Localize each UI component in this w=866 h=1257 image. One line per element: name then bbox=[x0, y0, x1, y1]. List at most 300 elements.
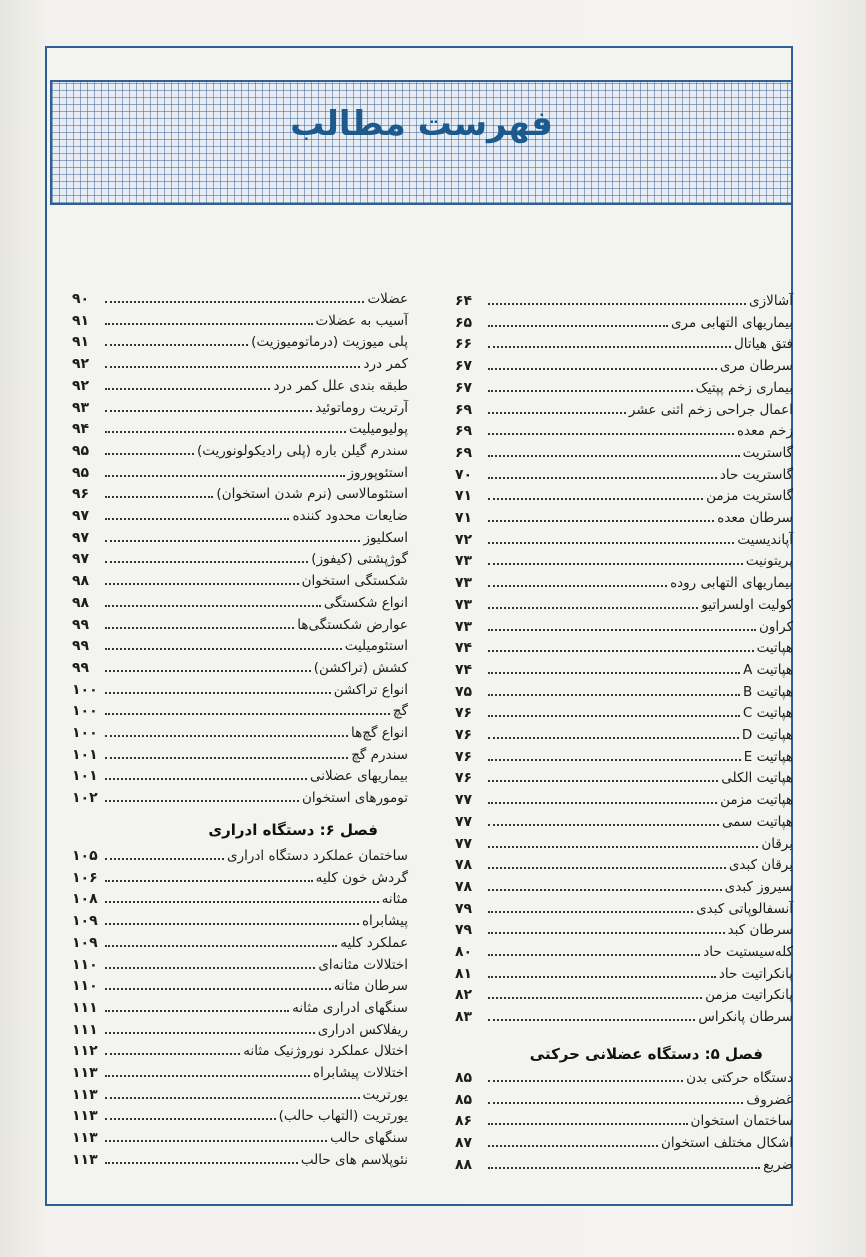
dot-leader bbox=[488, 877, 722, 891]
toc-entry-title: انواع تراکشن bbox=[333, 681, 408, 698]
toc-entry-page: ۸۳ bbox=[455, 1009, 473, 1026]
toc-entry-page: ۱۱۱ bbox=[72, 1021, 98, 1038]
toc-entry bbox=[72, 1040, 408, 1062]
toc-entry-title: سرطان مری bbox=[719, 358, 793, 375]
toc-entry-title: یورتریت bbox=[362, 1086, 408, 1103]
toc-entry bbox=[72, 570, 408, 592]
dot-leader bbox=[488, 682, 740, 696]
dot-leader bbox=[488, 1007, 695, 1021]
toc-entry bbox=[72, 910, 408, 932]
toc-entry bbox=[72, 997, 408, 1019]
toc-entry-page: ۹۵ bbox=[72, 442, 90, 459]
toc-entry-title: سندرم گیلن باره (پلی رادیکولونوریت) bbox=[196, 442, 408, 459]
toc-entry-page: ۹۶ bbox=[72, 486, 90, 503]
toc-entry bbox=[455, 746, 793, 768]
toc-entry bbox=[455, 1006, 793, 1028]
toc-entry bbox=[455, 312, 793, 334]
toc-entry-page: ۸۸ bbox=[455, 1156, 473, 1173]
dot-leader bbox=[488, 920, 725, 934]
toc-entry-page: ۷۷ bbox=[455, 835, 473, 852]
toc-entry-page: ۶۹ bbox=[455, 401, 473, 418]
toc-entry-title: پانکراتیت مزمن bbox=[705, 987, 793, 1004]
dot-leader bbox=[488, 1155, 760, 1169]
toc-entry-page: ۱۰۹ bbox=[72, 913, 98, 930]
toc-entry-title: بیماریهای التهابی مری bbox=[670, 314, 793, 331]
toc-entry bbox=[455, 529, 793, 551]
toc-entry-title: دستگاه حرکتی بدن bbox=[686, 1070, 793, 1086]
toc-entry-title: هپاتیت B bbox=[743, 683, 793, 700]
dot-leader bbox=[105, 933, 337, 947]
toc-entry bbox=[72, 888, 408, 910]
toc-entry-page: ۱۱۳ bbox=[72, 1065, 98, 1081]
toc-entry-page: ۱۱۱ bbox=[72, 999, 98, 1016]
dot-leader bbox=[488, 899, 693, 913]
toc-entry-title: استئومیلیت bbox=[344, 638, 408, 655]
dot-leader bbox=[488, 703, 740, 717]
toc-entry bbox=[455, 919, 793, 941]
dot-leader bbox=[105, 976, 331, 990]
dot-leader bbox=[488, 1090, 743, 1104]
toc-entry bbox=[455, 1110, 793, 1132]
toc-entry-title: شکستگی استخوان bbox=[301, 573, 408, 590]
toc-entry-title: کراون bbox=[758, 618, 793, 635]
dot-leader bbox=[488, 486, 703, 500]
toc-entry-page: ۹۴ bbox=[72, 421, 90, 438]
toc-entry-title: سرطان کبد bbox=[727, 922, 793, 939]
toc-entry-page: ۷۶ bbox=[455, 727, 473, 743]
toc-entry-page: ۷۹ bbox=[455, 900, 473, 917]
toc-entry bbox=[455, 659, 793, 681]
dot-leader bbox=[488, 812, 719, 826]
toc-entry-page: ۱۱۳ bbox=[72, 1108, 98, 1125]
toc-entry bbox=[72, 592, 408, 614]
toc-entry-title: آشالازی bbox=[749, 293, 793, 309]
toc-entry-title: گاستریت bbox=[742, 444, 793, 461]
toc-entry-page: ۹۹ bbox=[72, 638, 90, 655]
dot-leader bbox=[105, 955, 315, 969]
dot-leader bbox=[488, 1111, 688, 1125]
toc-entry bbox=[72, 787, 408, 809]
toc-entry-page: ۶۶ bbox=[455, 336, 473, 353]
dot-leader bbox=[105, 680, 331, 694]
toc-entry-page: ۹۸ bbox=[72, 594, 90, 611]
dot-leader bbox=[488, 942, 700, 956]
toc-entry-page: ۷۱ bbox=[455, 488, 473, 505]
toc-entry-title: هپاتیت سمی bbox=[721, 813, 793, 830]
toc-entry-page: ۷۷ bbox=[455, 792, 473, 809]
toc-entry bbox=[72, 1127, 408, 1149]
toc-entry-title: هپاتیت E bbox=[743, 748, 793, 765]
toc-entry-title: غضروف bbox=[746, 1091, 793, 1108]
toc-entry bbox=[72, 954, 408, 976]
dot-leader bbox=[488, 595, 698, 609]
toc-entry-page: ۹۱ bbox=[72, 334, 90, 351]
toc-entry-title: هپاتیت bbox=[756, 640, 793, 657]
dot-leader bbox=[105, 911, 359, 925]
toc-entry-page: ۶۷ bbox=[455, 379, 473, 396]
toc-entry-page: ۱۰۰ bbox=[72, 703, 98, 720]
toc-entry-page: ۸۵ bbox=[455, 1070, 473, 1086]
toc-entry bbox=[72, 375, 408, 397]
toc-entry bbox=[72, 310, 408, 332]
toc-entry-page: ۷۱ bbox=[455, 510, 473, 526]
dot-leader bbox=[105, 571, 299, 585]
dot-leader bbox=[488, 638, 754, 652]
title-banner bbox=[50, 80, 793, 205]
toc-entry-page: ۷۳ bbox=[455, 618, 473, 635]
dot-leader bbox=[105, 1128, 327, 1142]
toc-entry-title: سنگهای ادراری مثانه bbox=[292, 999, 408, 1016]
toc-entry-page: ۷۵ bbox=[455, 683, 473, 700]
toc-entry bbox=[455, 702, 793, 724]
toc-entry bbox=[455, 833, 793, 855]
dot-leader bbox=[488, 834, 758, 848]
toc-entry bbox=[455, 507, 793, 529]
dot-leader bbox=[105, 398, 312, 412]
toc-entry bbox=[72, 1019, 408, 1041]
toc-entry bbox=[72, 700, 408, 722]
toc-entry-page: ۶۴ bbox=[455, 293, 473, 309]
dot-leader bbox=[105, 868, 313, 882]
toc-entry bbox=[72, 765, 408, 787]
dot-leader bbox=[105, 745, 348, 759]
dot-leader bbox=[105, 506, 289, 520]
dot-leader bbox=[105, 1150, 298, 1164]
toc-entry bbox=[455, 811, 793, 833]
toc-entry-page: ۹۷ bbox=[72, 508, 90, 524]
toc-entry-page: ۱۰۹ bbox=[72, 934, 98, 951]
toc-entry-title: کمر درد bbox=[363, 356, 408, 373]
toc-entry-page: ۱۰۵ bbox=[72, 848, 98, 864]
toc-entry-page: ۷۴ bbox=[455, 640, 473, 657]
toc-entry bbox=[455, 876, 793, 898]
toc-entry-title: ضریع bbox=[763, 1156, 793, 1173]
toc-entry bbox=[455, 377, 793, 399]
toc-entry-title: یرقان کبدی bbox=[728, 857, 793, 874]
toc-entry-page: ۸۶ bbox=[455, 1113, 473, 1130]
toc-entry bbox=[72, 975, 408, 997]
toc-entry-title: هپاتیت D bbox=[741, 727, 793, 743]
toc-entry-title: انواع گچ‌ها bbox=[351, 725, 408, 741]
toc-entry-title: سرطان مثانه bbox=[333, 978, 408, 995]
toc-entry-title: هپاتیت C bbox=[742, 705, 793, 722]
toc-entry-title: بیماری زخم پپتیک bbox=[695, 379, 793, 396]
dot-leader bbox=[488, 508, 714, 522]
toc-entry-title: ضایعات محدود کننده bbox=[292, 508, 408, 524]
toc-entry bbox=[72, 679, 408, 701]
toc-entry bbox=[455, 1067, 793, 1089]
dot-leader bbox=[488, 530, 734, 544]
dot-leader bbox=[105, 1020, 315, 1034]
dot-leader bbox=[105, 528, 360, 542]
toc-entry-title: آپاندیسیت bbox=[737, 531, 793, 548]
toc-entry bbox=[72, 657, 408, 679]
toc-entry-page: ۷۲ bbox=[455, 531, 473, 548]
toc-entry-page: ۷۶ bbox=[455, 705, 473, 722]
toc-entry bbox=[72, 722, 408, 744]
toc-entry-title: سیروز کبدی bbox=[724, 878, 793, 895]
dot-leader bbox=[488, 356, 717, 370]
toc-entry-page: ۷۸ bbox=[455, 878, 473, 895]
toc-entry bbox=[455, 355, 793, 377]
dot-leader bbox=[488, 421, 734, 435]
toc-entry-page: ۹۵ bbox=[72, 464, 90, 481]
toc-entry-page: ۹۹ bbox=[72, 659, 90, 676]
toc-entry-page: ۱۰۶ bbox=[72, 869, 98, 886]
toc-entry bbox=[72, 635, 408, 657]
toc-entry-title: یورتریت (التهاب حالب) bbox=[278, 1108, 408, 1125]
toc-entry-page: ۱۰۱ bbox=[72, 768, 98, 785]
toc-entry bbox=[72, 418, 408, 440]
dot-leader bbox=[488, 313, 668, 327]
toc-entry bbox=[455, 420, 793, 442]
toc-entry bbox=[455, 724, 793, 746]
toc-entry-page: ۱۱۳ bbox=[72, 1130, 98, 1147]
toc-entry-page: ۸۱ bbox=[455, 965, 473, 982]
toc-entry-page: ۹۹ bbox=[72, 616, 90, 633]
toc-entry-title: فتق هیاتال bbox=[733, 336, 793, 353]
toc-entry-page: ۱۰۲ bbox=[72, 790, 98, 807]
toc-entry-page: ۱۰۱ bbox=[72, 746, 98, 763]
dot-leader bbox=[105, 463, 345, 477]
toc-entry-title: ساختمان استخوان bbox=[690, 1113, 793, 1130]
dot-leader bbox=[488, 291, 746, 305]
toc-entry-title: پیشابراه bbox=[361, 913, 408, 930]
toc-entry-page: ۹۳ bbox=[72, 399, 90, 416]
dot-leader bbox=[105, 593, 321, 607]
dot-leader bbox=[488, 617, 756, 631]
toc-entry bbox=[72, 1105, 408, 1127]
toc-entry bbox=[455, 1089, 793, 1111]
toc-entry bbox=[455, 442, 793, 464]
toc-entry-title: پانکراتیت حاد bbox=[718, 965, 793, 982]
toc-entry-page: ۸۵ bbox=[455, 1091, 473, 1108]
dot-leader bbox=[105, 658, 311, 672]
dot-leader bbox=[105, 549, 308, 563]
toc-entry-page: ۹۱ bbox=[72, 312, 90, 329]
toc-entry-page: ۸۰ bbox=[455, 944, 473, 960]
toc-entry-title: آرتریت روماتوئید bbox=[315, 399, 408, 416]
dot-leader bbox=[488, 985, 702, 999]
dot-leader bbox=[105, 615, 294, 629]
toc-entry-title: کشش (تراکشن) bbox=[313, 659, 408, 676]
toc-entry bbox=[72, 440, 408, 462]
toc-entry-title: اختلال عملکرد نوروژنیک مثانه bbox=[243, 1043, 408, 1060]
toc-entry bbox=[455, 1154, 793, 1176]
toc-entry-title: آنسفالوپاتی کبدی bbox=[696, 900, 793, 917]
toc-entry-title: هپاتیت A bbox=[743, 661, 793, 678]
toc-entry-page: ۸۷ bbox=[455, 1135, 473, 1152]
toc-entry-page: ۱۰۰ bbox=[72, 725, 98, 741]
dot-leader bbox=[488, 1068, 683, 1082]
toc-entry bbox=[72, 932, 408, 954]
toc-entry-page: ۹۷ bbox=[72, 551, 90, 568]
dot-leader bbox=[488, 551, 743, 565]
toc-entry bbox=[455, 1132, 793, 1154]
toc-entry bbox=[72, 483, 408, 505]
toc-entry-page: ۱۱۰ bbox=[72, 978, 98, 995]
toc-entry-title: اعمال جراحی زخم اثنی عشر bbox=[628, 401, 793, 418]
dot-leader bbox=[488, 790, 717, 804]
dot-leader bbox=[488, 400, 626, 414]
toc-entry-title: استئومالاسی (نرم شدن استخوان) bbox=[216, 486, 408, 503]
toc-entry-title: بیماریهای التهابی روده bbox=[670, 575, 793, 592]
toc-entry-title: گوژپشتی (کیفوز) bbox=[311, 551, 408, 568]
toc-entry-title: عوارض شکستگی‌ها bbox=[297, 616, 408, 633]
dot-leader bbox=[105, 484, 213, 498]
dot-leader bbox=[105, 1106, 276, 1120]
toc-entry bbox=[72, 462, 408, 484]
toc-entry bbox=[72, 1084, 408, 1106]
dot-leader bbox=[488, 573, 667, 587]
toc-entry-title: کولیت اولسراتیو bbox=[701, 596, 793, 613]
toc-entry-title: استئوپوروز bbox=[347, 464, 408, 481]
dot-leader bbox=[488, 443, 740, 457]
toc-entry-title: ساختمان عملکرد دستگاه ادراری bbox=[227, 848, 408, 864]
toc-entry-page: ۹۷ bbox=[72, 529, 90, 546]
toc-entry bbox=[455, 941, 793, 963]
toc-entry bbox=[72, 527, 408, 549]
toc-entry-title: نئوپلاسم های حالب bbox=[300, 1151, 408, 1168]
toc-entry-page: ۷۳ bbox=[455, 575, 473, 592]
dot-leader bbox=[105, 441, 194, 455]
toc-entry-page: ۷۸ bbox=[455, 857, 473, 874]
toc-entry-title: اختلالات مثانه‌ای bbox=[318, 956, 408, 973]
dot-leader bbox=[105, 332, 248, 346]
dot-leader bbox=[105, 1085, 360, 1099]
toc-entry bbox=[72, 288, 408, 310]
dot-leader bbox=[488, 465, 717, 479]
toc-entry bbox=[72, 353, 408, 375]
dot-leader bbox=[488, 1133, 658, 1147]
toc-entry-title: طبقه بندی علل کمر درد bbox=[273, 377, 408, 394]
dot-leader bbox=[105, 846, 224, 860]
dot-leader bbox=[105, 889, 379, 903]
toc-entry bbox=[72, 845, 408, 867]
dot-leader bbox=[488, 660, 740, 674]
toc-entry-title: گاستریت مزمن bbox=[706, 488, 793, 505]
toc-entry bbox=[455, 767, 793, 789]
toc-entry bbox=[72, 744, 408, 766]
toc-entry bbox=[72, 548, 408, 570]
toc-entry bbox=[455, 984, 793, 1006]
toc-entry-page: ۷۰ bbox=[455, 466, 473, 483]
toc-entry-title: هپاتیت الکلی bbox=[721, 770, 793, 787]
toc-entry bbox=[455, 681, 793, 703]
toc-entry-page: ۷۳ bbox=[455, 596, 473, 613]
toc-entry-page: ۹۸ bbox=[72, 573, 90, 590]
dot-leader bbox=[105, 766, 307, 780]
toc-entry-page: ۶۵ bbox=[455, 314, 473, 331]
toc-entry-page: ۱۱۳ bbox=[72, 1086, 98, 1103]
toc-entry bbox=[455, 333, 793, 355]
toc-entry bbox=[455, 789, 793, 811]
toc-entry-page: ۹۲ bbox=[72, 356, 90, 373]
dot-leader bbox=[488, 334, 731, 348]
toc-entry-title: سرطان پانکراس bbox=[698, 1009, 793, 1026]
toc-entry-page: ۶۷ bbox=[455, 358, 473, 375]
chapter-heading: فصل ۵: دستگاه عضلانی حرکتی bbox=[529, 1045, 763, 1063]
dot-leader bbox=[488, 768, 718, 782]
chapter-heading: فصل ۶: دستگاه ادراری bbox=[208, 821, 378, 839]
toc-entry bbox=[455, 399, 793, 421]
dot-leader bbox=[488, 378, 693, 392]
toc-entry bbox=[455, 550, 793, 572]
dot-leader bbox=[488, 725, 739, 739]
dot-leader bbox=[105, 354, 360, 368]
dot-leader bbox=[105, 723, 348, 737]
toc-entry bbox=[455, 963, 793, 985]
page-title: فهرست مطالب bbox=[290, 104, 553, 144]
toc-entry-page: ۷۷ bbox=[455, 813, 473, 830]
toc-entry-title: تومورهای استخوان bbox=[301, 790, 408, 807]
toc-entry-title: پلی میوزیت (درماتومیوزیت) bbox=[251, 334, 408, 351]
toc-entry-title: هپاتیت مزمن bbox=[720, 792, 793, 809]
toc-entry-page: ۱۰۸ bbox=[72, 891, 98, 908]
toc-entry-title: اسکلیوز bbox=[363, 529, 408, 546]
toc-entry-title: آسیب به عضلات bbox=[315, 312, 408, 329]
toc-entry-page: ۷۶ bbox=[455, 748, 473, 765]
toc-entry-title: گاستریت حاد bbox=[719, 466, 793, 483]
toc-entry-page: ۷۶ bbox=[455, 770, 473, 787]
dot-leader bbox=[105, 636, 342, 650]
dot-leader bbox=[105, 311, 313, 325]
toc-entry-title: بیماریهای عضلانی bbox=[309, 768, 408, 785]
dot-leader bbox=[488, 747, 741, 761]
toc-entry-title: مثانه bbox=[381, 891, 408, 908]
toc-entry-title: عضلات bbox=[367, 291, 408, 307]
toc-entry-page: ۱۰۰ bbox=[72, 681, 98, 698]
toc-entry-page: ۱۱۲ bbox=[72, 1043, 98, 1060]
toc-entry bbox=[455, 464, 793, 486]
dot-leader bbox=[105, 788, 299, 802]
dot-leader bbox=[105, 419, 346, 433]
toc-entry bbox=[455, 616, 793, 638]
dot-leader bbox=[488, 855, 726, 869]
toc-entry-page: ۷۳ bbox=[455, 553, 473, 570]
toc-entry-page: ۶۹ bbox=[455, 423, 473, 440]
toc-entry bbox=[72, 1062, 408, 1084]
toc-entry bbox=[455, 485, 793, 507]
toc-entry-title: سندرم گچ bbox=[351, 746, 408, 763]
toc-entry-page: ۹۲ bbox=[72, 377, 90, 394]
dot-leader bbox=[105, 1063, 310, 1077]
toc-entry-title: کله‌سیستیت حاد bbox=[703, 944, 793, 960]
toc-entry bbox=[455, 854, 793, 876]
toc-entry-title: عملکرد کلیه bbox=[340, 934, 408, 951]
toc-entry bbox=[455, 290, 793, 312]
toc-entry bbox=[72, 331, 408, 353]
toc-entry-title: گردش خون کلیه bbox=[315, 869, 408, 886]
toc-entry-title: پریتونیت bbox=[745, 553, 793, 570]
dot-leader bbox=[105, 701, 390, 715]
toc-entry-page: ۶۹ bbox=[455, 444, 473, 461]
dot-leader bbox=[105, 998, 289, 1012]
toc-entry-page: ۸۲ bbox=[455, 987, 473, 1004]
toc-entry-page: ۷۴ bbox=[455, 661, 473, 678]
toc-entry-title: سنگهای حالب bbox=[330, 1130, 408, 1147]
toc-entry-title: گچ bbox=[392, 703, 408, 720]
toc-entry-page: ۱۱۰ bbox=[72, 956, 98, 973]
toc-entry-title: سرطان معده bbox=[717, 510, 793, 526]
toc-entry-title: اشکال مختلف استخوان bbox=[661, 1135, 793, 1152]
toc-entry bbox=[72, 505, 408, 527]
toc-entry bbox=[72, 1149, 408, 1171]
toc-entry-title: ریفلاکس ادراری bbox=[317, 1021, 408, 1038]
toc-entry bbox=[455, 898, 793, 920]
dot-leader bbox=[105, 376, 270, 390]
toc-entry-title: زخم معده bbox=[736, 423, 793, 440]
